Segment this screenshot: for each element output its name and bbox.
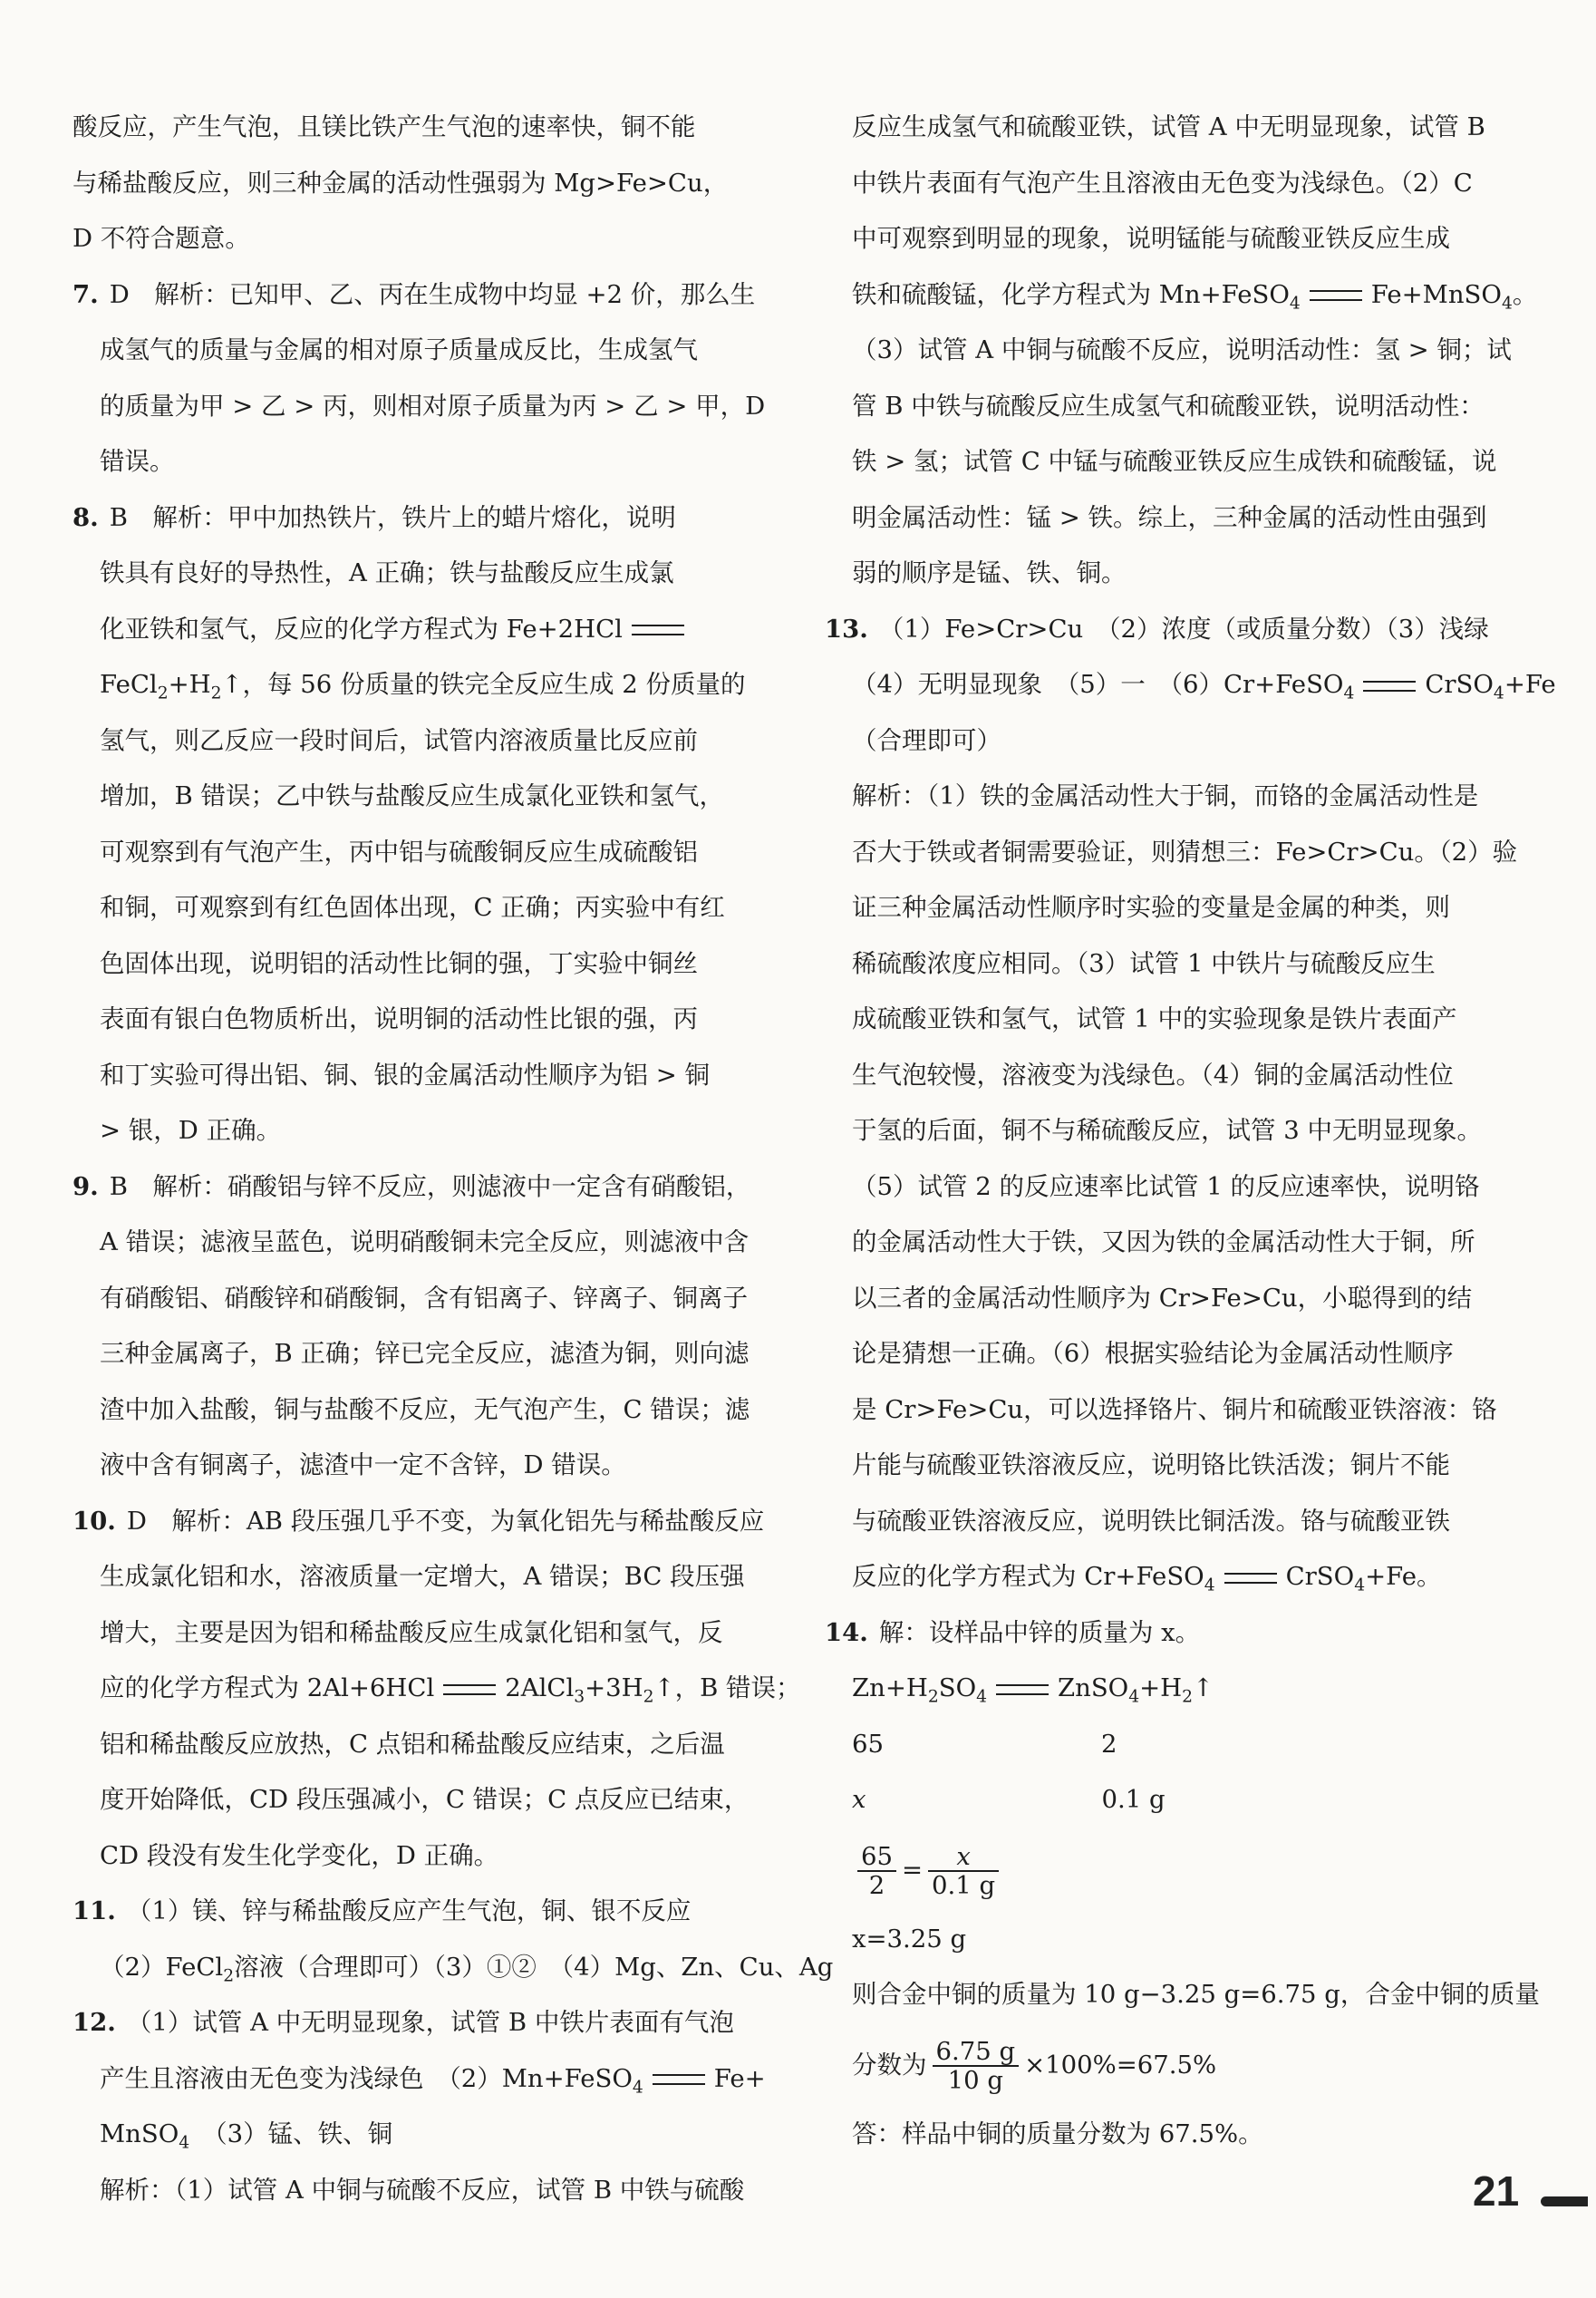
equals-sign [653,2074,705,2085]
subscript: 4 [1343,684,1355,703]
text-line: 生气泡较慢，溶液变为浅绿色。（4）铜的金属活动性位 [852,1060,1454,1090]
text-line: 片能与硫酸亚铁溶液反应，说明铬比铁活泼；铜片不能 [852,1450,1450,1479]
text-span: 0.1 g [1101,1785,1166,1814]
text-line: 氢气，则乙反应一段时间后，试管内溶液质量比反应前 [100,725,698,755]
text-line [73,1940,834,1996]
equals-sign [996,1684,1049,1695]
text-line: 增加，B 错误；乙中铁与盐酸反应生成氯化亚铁和氢气， [100,781,724,810]
text-span: MnSO [100,2119,179,2148]
text-line: 铁具有良好的导热性，A 正确；铁与盐酸反应生成氯 [100,558,674,587]
text-span: 65 [852,1729,884,1759]
text-line: 是 Cr>Fe>Cu，可以选择铬片、铜片和硫酸亚铁溶液：铬 [852,1394,1497,1424]
question-10 [73,1494,765,1550]
question-number: 9. [73,1171,99,1201]
subscript: 3 [574,1687,585,1707]
proportion [825,1828,1477,1912]
text-span: 2AlCl [505,1673,575,1702]
text-line: 的金属活动性大于铁，又因为铁的金属活动性大于铜，所 [852,1227,1475,1256]
text-span: 分数为 [852,2050,927,2080]
text-line: D 不符合题意。 [73,224,250,253]
page-marker-bar [1541,2196,1588,2206]
text-span: SO [938,1673,977,1702]
text-span: x [852,1785,866,1814]
text-line [825,657,1556,713]
text-line: 与稀盐酸反应，则三种金属的活动性强弱为 Mg>Fe>Cu， [73,168,729,198]
subscript: 2 [1182,1687,1194,1707]
text-line: 中铁片表面有气泡产生且溶液由无色变为浅绿色。（2）C [852,168,1473,198]
question-11 [73,1884,761,1940]
subscript: 2 [223,1966,235,1986]
text-line: 反应生成氢气和硫酸亚铁，试管 A 中无明显现象，试管 B [852,112,1485,141]
equals-sign [632,625,684,635]
fraction [933,2038,1020,2094]
text-line: （5）试管 2 的反应速率比试管 1 的反应速率快，说明铬 [852,1171,1480,1201]
text-span: 溶液（合理即可）（3）①② （4）Mg、Zn、Cu、Ag [234,1952,834,1982]
numerator: 65 [857,1843,896,1872]
text-span: 反应的化学方程式为 Cr+FeSO [852,1562,1204,1591]
text-span: CrSO [1285,1562,1355,1591]
text-line: 和丁实验可得出铝、铜、银的金属活动性顺序为铝 > 铜 [100,1060,711,1090]
text-line: 证三种金属活动性顺序时实验的变量是金属的种类，则 [852,893,1450,922]
subscript: 4 [1501,294,1513,314]
left-column [73,100,834,2218]
text-span: Fe+MnSO [1370,279,1502,309]
text-line: 酸反应，产生气泡，且镁比铁产生气泡的速率快，铜不能 [73,112,696,141]
text-line: > 银，D 正确。 [100,1116,282,1145]
text-line [825,2023,1477,2107]
text-line: 管 B 中铁与硫酸反应生成氢气和硫酸亚铁，说明活动性： [852,391,1485,421]
text-line: 明金属活动性：锰 > 铁。综上，三种金属的活动性由强到 [852,502,1487,532]
subscript: 2 [643,1687,654,1707]
answer-text: 解：设样品中锌的质量为 x。 [878,1617,1201,1647]
text-span: 。 [1512,279,1538,309]
text-line: 可观察到有气泡产生，丙中铝与硫酸铜反应生成硫酸铝 [100,837,698,867]
text-line: （3）试管 A 中铜与硫酸不反应，说明活动性：氢 > 铜；试 [852,335,1512,364]
text-line: 稀硫酸浓度应相同。（3）试管 1 中铁片与硫酸反应生 [852,948,1436,978]
text-span: +3H [585,1673,643,1702]
answer-text: D 解析：已知甲、乙、丙在生成物中均显 +2 价，那么生 [109,279,756,309]
text-line: 成氢气的质量与金属的相对原子质量成反比，生成氢气 [100,335,698,364]
text-line: 的质量为甲 > 乙 > 丙，则相对原子质量为丙 > 乙 > 甲，D [100,391,766,421]
text-line: 度开始降低，CD 段压强减小，C 错误；C 点反应已结束， [100,1785,750,1814]
right-column [825,100,1556,2162]
question-8 [73,490,761,547]
text-line: A 错误；滤液呈蓝色，说明硝酸铜未完全反应，则滤液中含 [100,1227,750,1256]
text-span: （3）锰、铁、铜 [202,2119,393,2148]
text-line [73,602,761,658]
equals-sign [1224,1573,1277,1584]
denominator: 10 g [947,2066,1003,2095]
text-span: ↑，每 56 份质量的铁完全反应生成 2 份质量的 [221,670,746,699]
mass-row [825,1772,1477,1828]
text-span: CrSO [1425,670,1494,699]
text-line [73,1661,801,1717]
text-span: （2）FeCl [100,1952,224,1982]
denominator: 0.1 g [932,1871,996,1900]
answer-text: （1）镁、锌与稀盐酸反应产生气泡，铜、银不反应 [126,1896,692,1925]
subscript: 4 [632,2078,643,2098]
text-line: 三种金属离子，B 正确；锌已完全反应，滤渣为铜，则向滤 [100,1339,750,1368]
text-line: 成硫酸亚铁和氢气，试管 1 中的实验现象是铁片表面产 [852,1004,1457,1033]
text-line: 以三者的金属活动性顺序为 Cr>Fe>Cu，小聪得到的结 [852,1283,1473,1313]
subscript: 4 [179,2133,190,2153]
text-line: 弱的顺序是锰、铁、铜。 [852,558,1127,587]
denominator: 2 [868,1871,885,1900]
subscript: 4 [1128,1687,1140,1707]
fraction [857,1843,896,1899]
question-number: 11. [73,1896,116,1925]
text-span: Zn+H [852,1673,928,1702]
question-number: 13. [825,614,868,644]
text-line: 否大于铁或者铜需要验证，则猜想三：Fe>Cr>Cu。（2）验 [852,837,1518,867]
text-span: FeCl [100,670,158,699]
text-span: 铁和硫酸锰，化学方程式为 Mn+FeSO [852,279,1290,309]
question-number: 7. [73,279,99,309]
text-span: Fe+ [713,2063,766,2093]
question-number: 14. [825,1617,868,1647]
text-span: = [902,1855,924,1885]
text-span: 应的化学方程式为 2Al+6HCl [100,1673,435,1702]
answer-text: （1）试管 A 中无明显现象，试管 B 中铁片表面有气泡 [126,2008,734,2037]
text-line [825,1549,1477,1605]
text-line: 论是猜想一正确。（6）根据实验结论为金属活动性顺序 [852,1339,1454,1368]
text-line: 和铜，可观察到有红色固体出现，C 正确；丙实验中有红 [100,893,725,922]
text-span: （4）无明显现象 （5）一 （6）Cr+FeSO [852,670,1344,699]
subscript: 2 [210,684,222,703]
text-line: （合理即可） [852,725,1001,755]
text-span: ↑ [1193,1673,1214,1702]
text-line: 解析：（1）试管 A 中铜与硫酸不反应，试管 B 中铁与硫酸 [100,2175,745,2205]
text-line: x=3.25 g [852,1924,967,1954]
text-line: 解析：（1）铁的金属活动性大于铜，而铬的金属活动性是 [852,781,1479,810]
question-9 [73,1159,761,1216]
question-number: 12. [73,2008,116,2037]
subscript: 4 [1354,1576,1366,1595]
answer-text: D 解析：AB 段压强几乎不变，为氧化铝先与稀盐酸反应 [126,1506,765,1536]
numerator: 6.75 g [933,2038,1020,2067]
text-line [73,2107,761,2163]
text-line: 色固体出现，说明铝的活动性比铜的强，丁实验中铜丝 [100,948,698,978]
text-line: 中可观察到明显的现象，说明锰能与硫酸亚铁反应生成 [852,224,1450,253]
mass-row [825,1717,1477,1773]
question-12 [73,1995,761,2051]
subscript: 4 [1204,1576,1215,1595]
text-line: CD 段没有发生化学变化，D 正确。 [100,1840,499,1870]
text-line [825,267,1538,324]
text-line: 铝和稀盐酸反应放热，C 点铝和稀盐酸反应结束，之后温 [100,1729,725,1759]
text-line [73,2051,766,2108]
numerator: x [928,1843,999,1872]
text-span: +H [168,670,211,699]
question-number: 8. [73,502,99,532]
answer-text: B 解析：甲中加热铁片，铁片上的蜡片熔化，说明 [109,502,676,532]
text-line: 液中含有铜离子，滤渣中一定不含锌，D 错误。 [100,1450,626,1479]
chemical-equation [825,1661,1477,1717]
text-span: ↑，B 错误； [653,1673,801,1702]
question-13 [825,602,1489,658]
text-span: 2 [1101,1729,1117,1759]
text-span: 化亚铁和氢气，反应的化学方程式为 Fe+2HCl [100,614,623,644]
page-number: 21 [1473,2167,1520,2215]
text-line: 与硫酸亚铁溶液反应，说明铁比铜活泼。铬与硫酸亚铁 [852,1506,1450,1536]
text-span: ZnSO [1058,1673,1129,1702]
question-7 [73,267,761,324]
text-span: ×100%=67.5% [1024,2050,1217,2080]
equals-sign [1310,290,1362,301]
text-line: 生成氯化铝和水，溶液质量一定增大，A 错误；BC 段压强 [100,1562,745,1591]
subscript: 4 [1493,684,1504,703]
text-span: +H [1139,1673,1183,1702]
text-line: 错误。 [100,447,175,476]
text-line: 有硝酸铝、硝酸锌和硝酸铜，含有铝离子、锌离子、铜离子 [100,1283,748,1313]
text-line: 则合金中铜的质量为 10 g−3.25 g=6.75 g，合金中铜的质量 [852,1980,1540,2009]
text-line: 铁 > 氢；试管 C 中锰与硫酸亚铁反应生成铁和硫酸锰，说 [852,447,1497,476]
text-span: +Fe。 [1365,1562,1442,1591]
text-span: 产生且溶液由无色变为浅绿色 （2）Mn+FeSO [100,2063,633,2093]
text-line: 渣中加入盐酸，铜与盐酸不反应，无气泡产生，C 错误；滤 [100,1394,750,1424]
question-14 [825,1605,1477,1662]
subscript: 4 [1289,294,1301,314]
text-span: +Fe [1504,670,1556,699]
fraction [928,1843,999,1899]
answer-text: （1）Fe>Cr>Cu （2）浓度（或质量分数）（3）浅绿 [878,614,1489,644]
text-line [73,657,761,713]
text-line: 增大，主要是因为铝和稀盐酸反应生成氯化铝和氢气，反 [100,1617,723,1647]
subscript: 2 [927,1687,939,1707]
text-line: 答：样品中铜的质量分数为 67.5%。 [852,2119,1263,2148]
subscript: 4 [976,1687,988,1707]
equals-sign [443,1684,496,1695]
question-number: 10. [73,1506,116,1536]
equals-sign [1363,681,1416,692]
text-line: 于氢的后面，铜不与稀硫酸反应，试管 3 中无明显现象。 [852,1116,1482,1145]
text-line: 表面有银白色物质析出，说明铜的活动性比银的强，丙 [100,1004,698,1033]
subscript: 2 [157,684,169,703]
answer-text: B 解析：硝酸铝与锌不反应，则滤液中一定含有硝酸铝， [109,1171,751,1201]
